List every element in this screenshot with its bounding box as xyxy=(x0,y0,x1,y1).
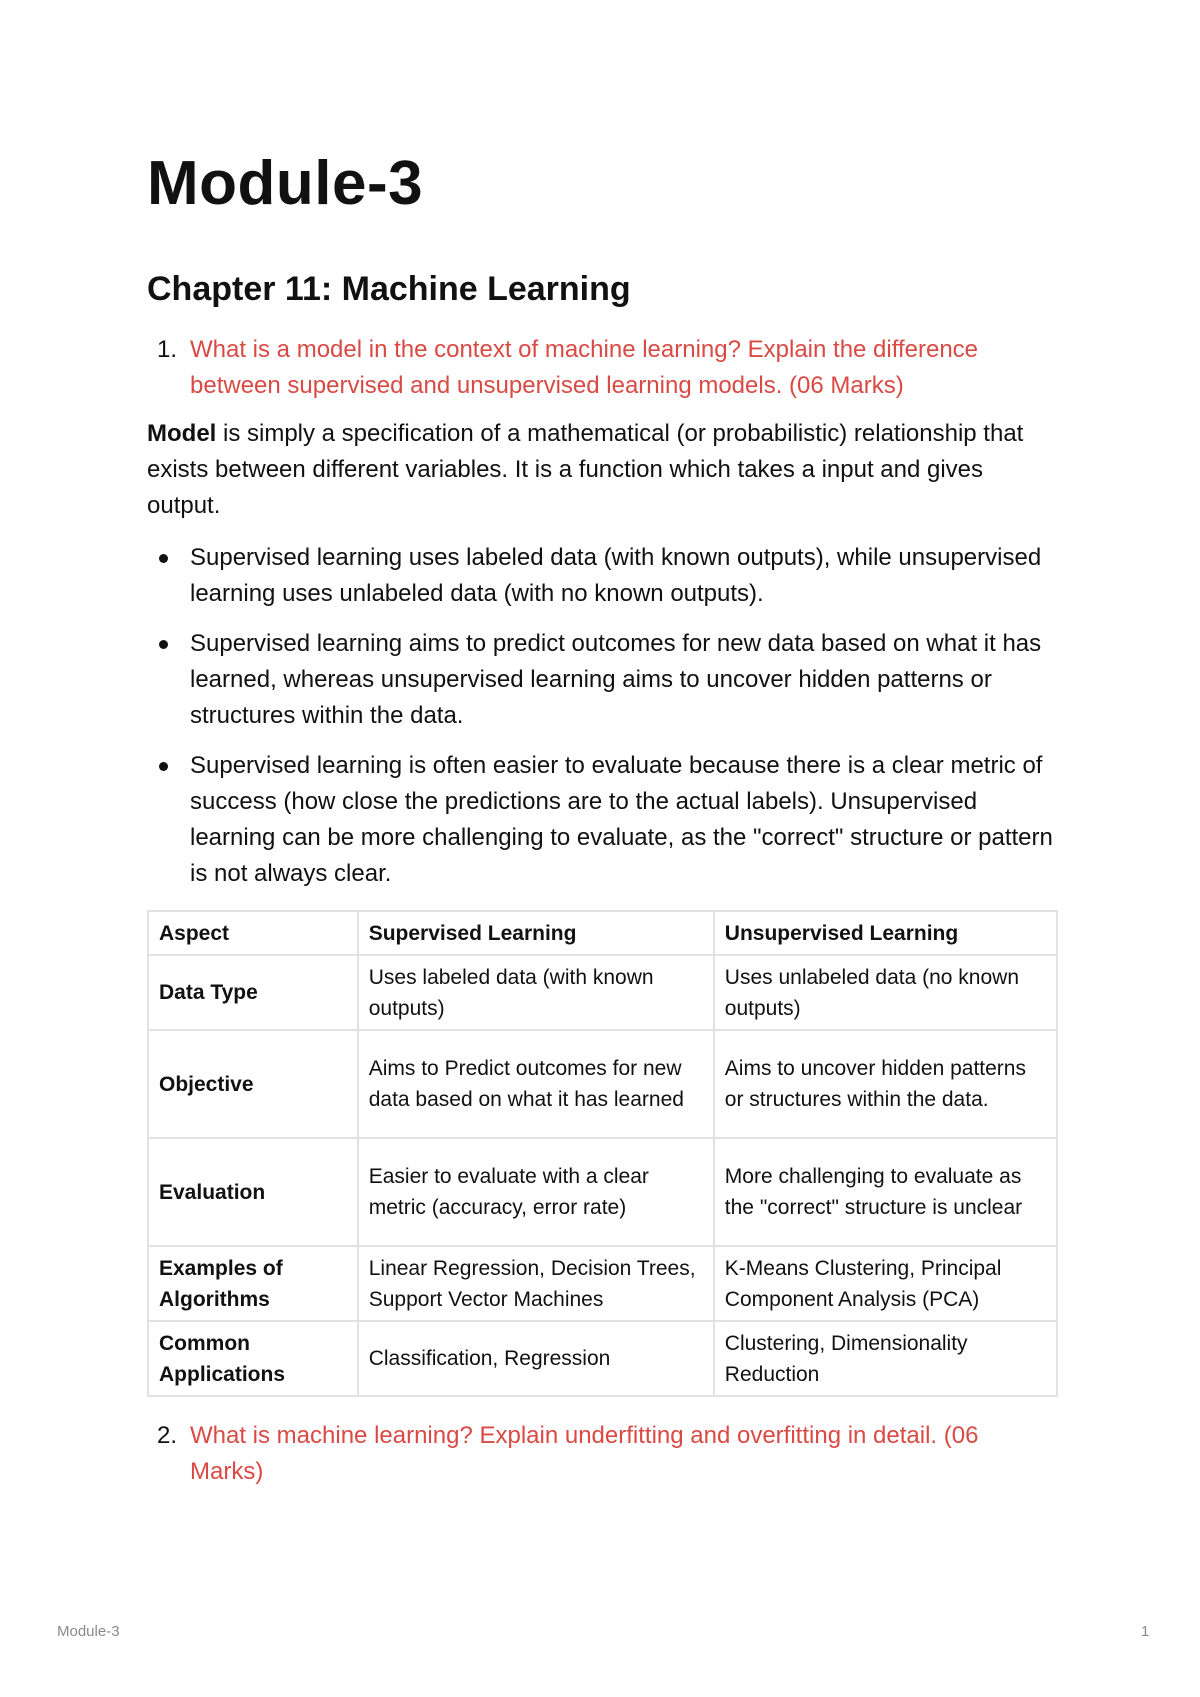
bullet-dot-icon xyxy=(159,640,168,649)
table-cell: Classification, Regression xyxy=(358,1321,714,1396)
table-cell: Clustering, Dimensionality Reduction xyxy=(714,1321,1057,1396)
table-cell: Easier to evaluate with a clear metric (accuracy, error rate) xyxy=(358,1138,714,1246)
table-header-cell: Supervised Learning xyxy=(358,911,714,955)
bullet-item xyxy=(147,748,1057,892)
table-row xyxy=(148,1321,1057,1396)
table-header-cell: Aspect xyxy=(148,911,358,955)
model-definition xyxy=(147,416,1057,524)
bullet-text: Supervised learning is often easier to evaluate because there is a clear metric of success (how close the predictions are to the actual labels). Unsupervised learning can be more challenging to evaluate, as the "correct" structure or pattern is not always clear. xyxy=(190,752,1053,887)
bullet-item xyxy=(147,540,1057,612)
bullet-dot-icon xyxy=(159,554,168,563)
table-header-row xyxy=(148,911,1057,955)
row-label: Evaluation xyxy=(148,1138,358,1246)
table-row xyxy=(148,1246,1057,1321)
question-1 xyxy=(147,332,1057,404)
table-row xyxy=(148,955,1057,1030)
footer-title: Module-3 xyxy=(57,1623,120,1640)
table-header-cell: Unsupervised Learning xyxy=(714,911,1057,955)
table-cell: K-Means Clustering, Principal Component Analysis (PCA) xyxy=(714,1246,1057,1321)
page-title: Module-3 xyxy=(147,149,424,218)
question-1-number: 1. xyxy=(157,336,178,363)
row-label: Data Type xyxy=(148,955,358,1030)
question-2-number: 2. xyxy=(157,1422,178,1449)
chapter-heading: Chapter 11: Machine Learning xyxy=(147,270,631,308)
row-label: Common Applications xyxy=(148,1321,358,1396)
question-2-text: What is machine learning? Explain underfitting and overfitting in detail. (06 Marks) xyxy=(190,1422,979,1485)
table-cell: Aims to Predict outcomes for new data based on what it has learned xyxy=(358,1030,714,1138)
table-row xyxy=(148,1138,1057,1246)
bullet-text: Supervised learning uses labeled data (with known outputs), while unsupervised learning uses unlabeled data (with no known outputs). xyxy=(190,544,1042,607)
table-cell: Uses labeled data (with known outputs) xyxy=(358,955,714,1030)
table-row xyxy=(148,1030,1057,1138)
table-cell: Uses unlabeled data (no known outputs) xyxy=(714,955,1057,1030)
comparison-table xyxy=(147,910,1058,1397)
row-label: Examples of Algorithms xyxy=(148,1246,358,1321)
table-cell: More challenging to evaluate as the "correct" structure is unclear xyxy=(714,1138,1057,1246)
question-2 xyxy=(147,1418,1057,1490)
definition-text: is simply a specification of a mathematical (or probabilistic) relationship that exists between different variables. It is a function which takes a input and gives output. xyxy=(147,420,1024,519)
definition-term: Model xyxy=(147,420,217,447)
page-number: 1 xyxy=(1141,1623,1150,1640)
question-1-text: What is a model in the context of machine learning? Explain the difference between supervised and unsupervised learning models. (06 Marks) xyxy=(190,336,979,399)
row-label: Objective xyxy=(148,1030,358,1138)
bullet-item xyxy=(147,626,1057,734)
bullet-dot-icon xyxy=(159,762,168,771)
table-cell: Linear Regression, Decision Trees, Support Vector Machines xyxy=(358,1246,714,1321)
bullet-text: Supervised learning aims to predict outcomes for new data based on what it has learned, whereas unsupervised learning aims to uncover hidden patterns or structures within the data. xyxy=(190,630,1042,729)
table-cell: Aims to uncover hidden patterns or structures within the data. xyxy=(714,1030,1057,1138)
